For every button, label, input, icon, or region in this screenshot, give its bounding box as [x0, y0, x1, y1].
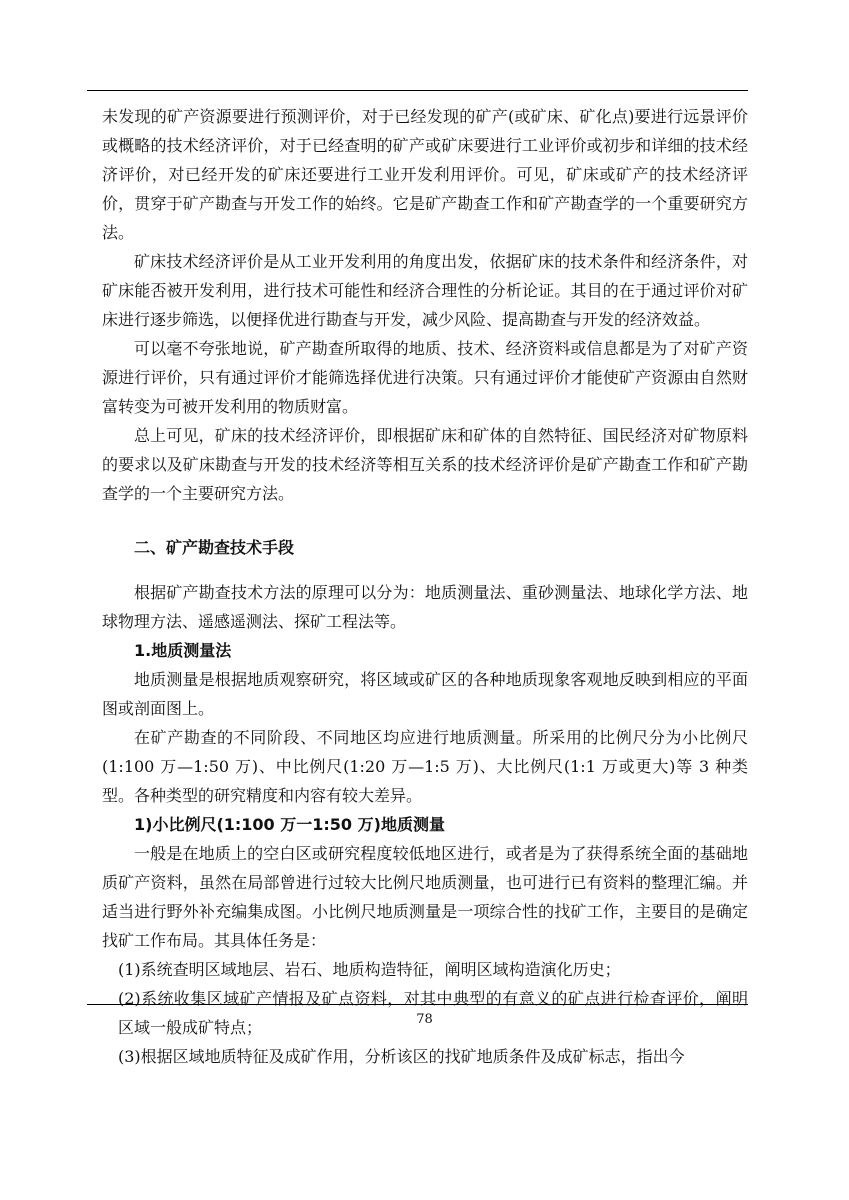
paragraph-3: 可以毫不夸张地说，矿产勘查所取得的地质、技术、经济资料或信息都是为了对矿产资源进行评价，只有通过评价才能筛选择优进行决策。只有通过评价才能使矿产资源由自然财富转变为可被开发利用的物质财富。 [102, 339, 748, 416]
paragraph-5: 根据矿产勘查技术方法的原理可以分为：地质测量法、重砂测量法、地球化学方法、地球物理方法、遥感遥测法、探矿工程法等。 [102, 583, 748, 631]
list-item-3: (3)根据区域地质特征及成矿作用，分析该区的找矿地质条件及成矿标志，指出今 [118, 1047, 685, 1066]
footer-rule [87, 1004, 748, 1005]
paragraph-1: 未发现的矿产资源要进行预测评价，对于已经发现的矿产(或矿床、矿化点)要进行远景评价或概略的技术经济评价，对于已经查明的矿产或矿床要进行工业评价或初步和详细的技术经济评价，对已经开发的矿床还要进行工业开发利用评价。可见，矿床或矿产的技术经济评价，贯穿于矿产勘查与开发工作的始终。它是矿产勘查工作和矿产勘查学的一个重要研究方法。 [102, 107, 748, 242]
paragraph-2: 矿床技术经济评价是从工业开发利用的角度出发，依据矿床的技术条件和经济条件，对矿床能否被开发利用，进行技术可能性和经济合理性的分析论证。其目的在于通过评价对矿床进行逐步筛选，以便择优进行勘查与开发，减少风险、提高勘查与开发的经济效益。 [102, 252, 748, 329]
page-number: 78 [416, 1012, 433, 1027]
paragraph-7: 在矿产勘查的不同阶段、不同地区均应进行地质测量。所采用的比例尺分为小比例尺(1:100 万—1:50 万)、中比例尺(1:20 万—1:5 万)、大比例尺(1:1 万或更大)等 3 种类型。各种类型的研究精度和内容有较大差异。 [102, 728, 748, 805]
paragraph-6: 地质测量是根据地质观察研究，将区域或矿区的各种地质现象客观地反映到相应的平面图或剖面图上。 [102, 670, 748, 718]
subheading-geological-survey: 1.地质测量法 [134, 641, 232, 660]
paragraph-8: 一般是在地质上的空白区或研究程度较低地区进行，或者是为了获得系统全面的基础地质矿产资料，虽然在局部曾进行过较大比例尺地质测量，也可进行已有资料的整理汇编。并适当进行野外补充编集成图。小比例尺地质测量是一项综合性的找矿工作，主要目的是确定找矿工作布局。其具体任务是： [102, 844, 748, 950]
section-heading: 二、矿产勘查技术手段 [134, 538, 295, 557]
header-rule [87, 90, 748, 91]
list-item-1: (1)系统查明区域地层、岩石、地质构造特征，阐明区域构造演化历史； [118, 960, 621, 979]
list-item-2: (2)系统收集区域矿产情报及矿点资料，对其中典型的有意义的矿点进行检查评价，阐明区域一般成矿特点； [118, 989, 748, 1037]
subheading-small-scale: 1)小比例尺(1:100 万一1:50 万)地质测量 [134, 815, 445, 834]
paragraph-4: 总上可见，矿床的技术经济评价，即根据矿床和矿体的自然特征、国民经济对矿物原料的要求以及矿床勘查与开发的技术经济等相互关系的技术经济评价是矿产勘查工作和矿产勘查学的一个主要研究方法。 [102, 426, 748, 503]
page-body [102, 102, 748, 1071]
